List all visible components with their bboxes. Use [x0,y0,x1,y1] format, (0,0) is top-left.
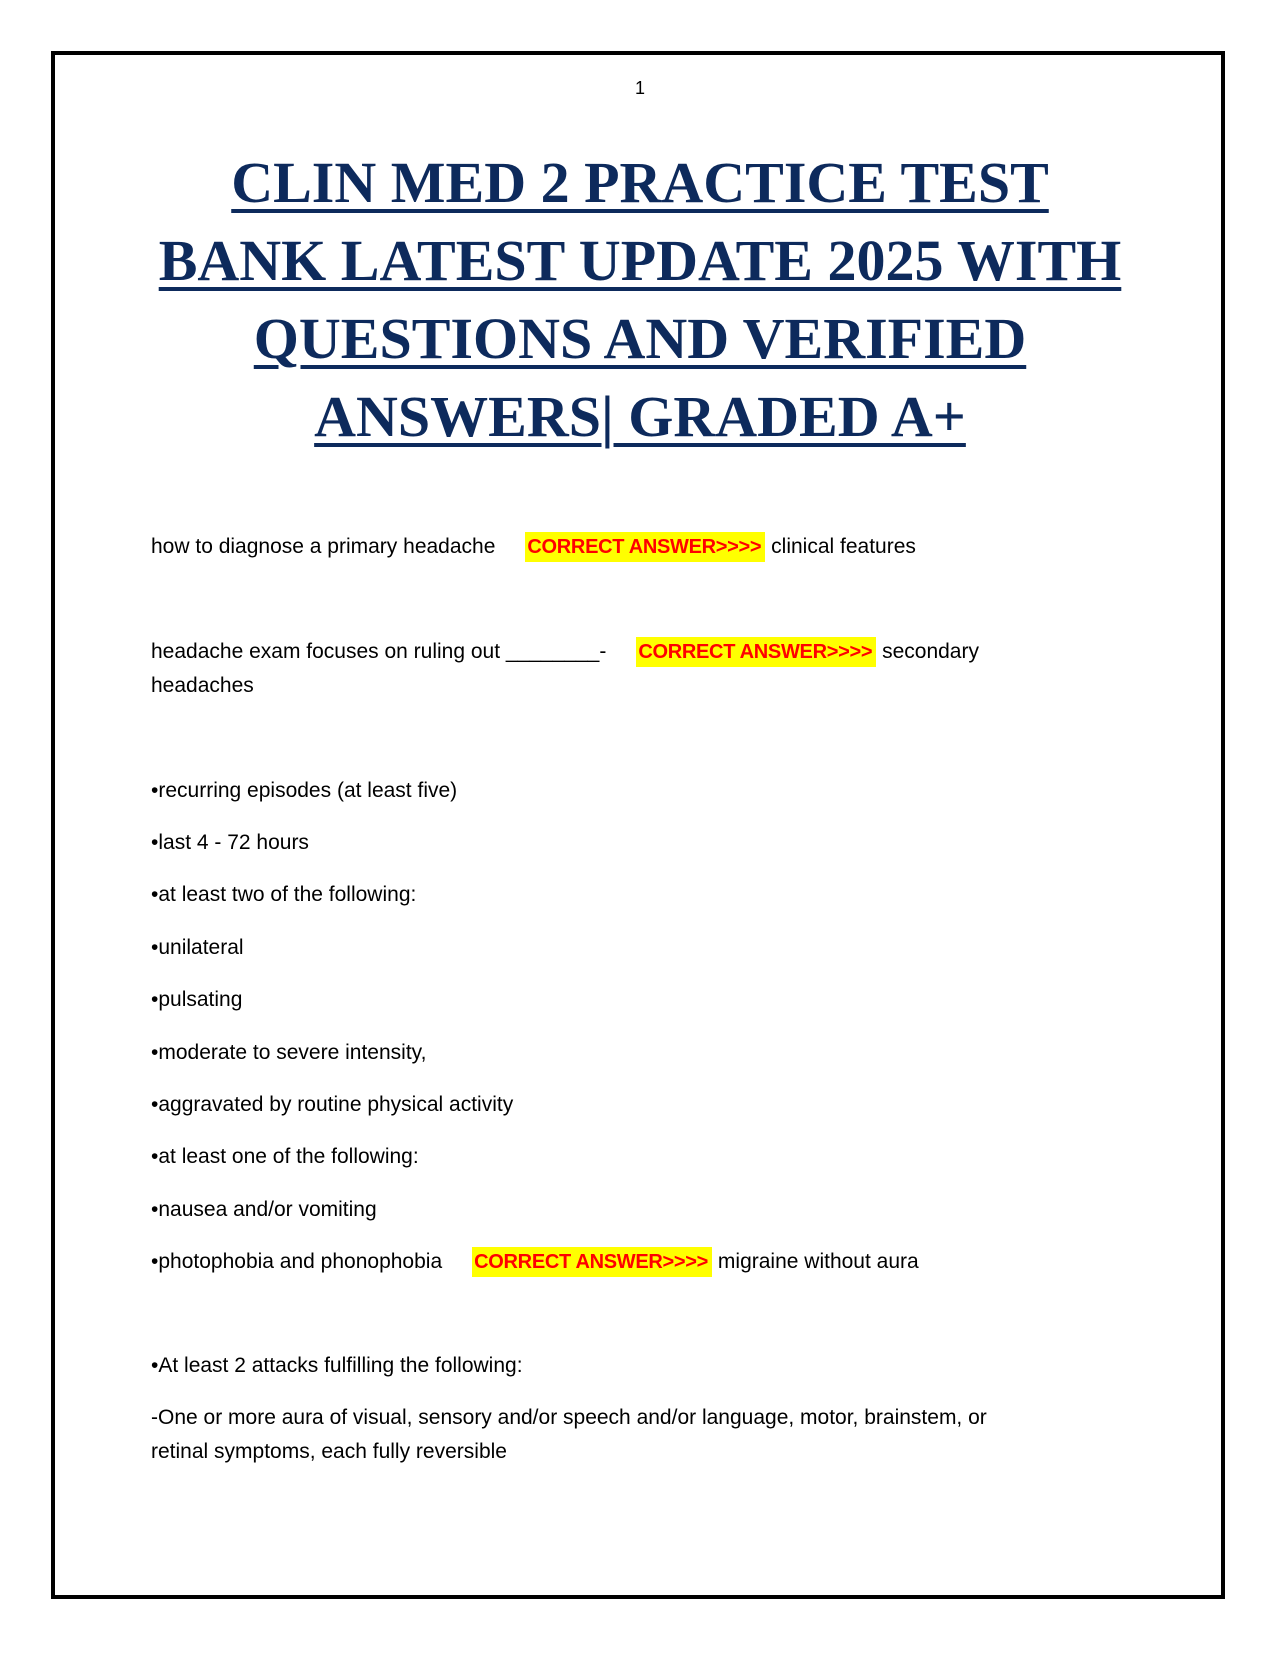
answer-text-continued: headaches [151,674,254,697]
title-line-4: ANSWERS| GRADED A+ [314,384,966,449]
list-item: •moderate to severe intensity, [151,1041,427,1064]
paragraph-line-2: retinal symptoms, each fully reversible [151,1440,507,1463]
question-text: how to diagnose a primary headache [151,535,496,558]
qa-item-2 [151,635,1111,703]
qa-item-1 [151,530,1111,564]
list-item: •last 4 - 72 hours [151,831,309,854]
list-item: •at least one of the following: [151,1145,419,1168]
list-item: •aggravated by routine physical activity [151,1093,514,1116]
list-item: •At least 2 attacks fulfilling the following: [151,1354,523,1377]
list-item: •at least two of the following: [151,883,417,906]
list-item: •photophobia and phonophobia [151,1250,443,1273]
title-line-1: CLIN MED 2 PRACTICE TEST [231,150,1049,215]
title-line-3: QUESTIONS AND VERIFIED [253,306,1027,371]
page-number: 1 [634,78,645,98]
answer-text: migraine without aura [717,1250,919,1273]
answer-text: secondary [882,640,979,663]
correct-answer-tag: CORRECT ANSWER>>>> [472,1247,712,1277]
qa-item-3 [151,1245,1111,1279]
list-item: •unilateral [151,936,244,959]
list-item: •nausea and/or vomiting [151,1198,377,1221]
title-line-2: BANK LATEST UPDATE 2025 WITH [158,228,1122,293]
list-item: •pulsating [151,988,243,1011]
question-text: headache exam focuses on ruling out ________- [151,640,607,663]
correct-answer-tag: CORRECT ANSWER>>>> [525,532,765,562]
correct-answer-tag: CORRECT ANSWER>>>> [636,637,876,667]
answer-text: clinical features [771,535,916,558]
list-item: •recurring episodes (at least five) [151,779,458,802]
page-title [120,144,1160,456]
paragraph [151,1401,1111,1469]
paragraph-line-1: -One or more aura of visual, sensory and/or speech and/or language, motor, brainstem, or [151,1406,987,1429]
